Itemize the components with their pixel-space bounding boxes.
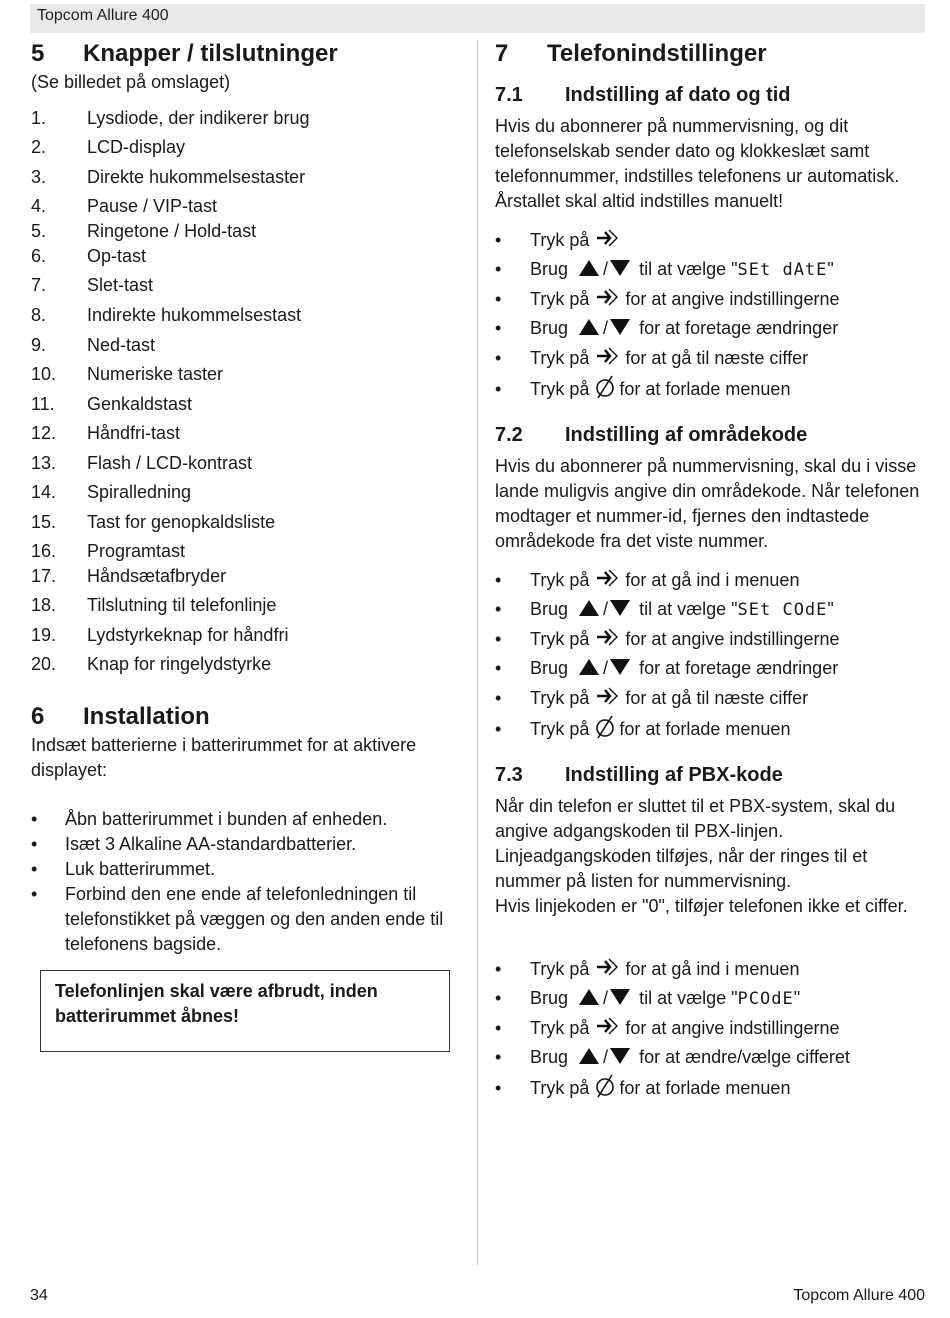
section-7-heading: 7 Telefonindstillinger: [495, 40, 767, 67]
menu-ok-icon: [595, 286, 621, 314]
menu-ok-icon: [595, 345, 621, 373]
up-arrow-icon: [579, 657, 599, 681]
list-item: • Tryk på for at angive indstillingerne: [495, 286, 839, 314]
page-header: [30, 4, 925, 33]
down-arrow-icon: [610, 598, 630, 622]
down-arrow-icon: [610, 987, 630, 1011]
list-item: • Tryk på for at gå til næste ciffer: [495, 345, 808, 373]
list-item: • Åbn batterirummet i bunden af enheden.: [31, 809, 388, 829]
list-item: • Tryk på for at gå ind i menuen: [495, 956, 799, 984]
list-item: • Luk batterirummet.: [31, 859, 216, 879]
menu-ok-icon: [595, 227, 621, 255]
list-item: 10. Numeriske taster: [31, 364, 224, 384]
list-item: 20. Knap for ringelydstyrke: [31, 654, 272, 674]
section-7-1-heading: 7.1 Indstilling af dato og tid: [495, 84, 791, 106]
section-5-heading: 5 Knapper / tilslutninger: [31, 40, 338, 67]
section-7-1-body: Hvis du abonnerer på nummervisning, og dit telefonselskab sender dato og klokkeslæt samt telefonnummer, indstilles telefonens ur automatisk. Årstallet skal altid indstilles manuelt!: [495, 116, 900, 211]
section-7-3-body-2: Hvis linjekoden er "0", tilføjer telefonen ikke et ciffer.: [495, 896, 908, 916]
list-item: 1. Lysdiode, der indikerer brug: [31, 108, 310, 128]
list-item: 12. Håndfri-tast: [31, 423, 181, 443]
list-item: • Tryk på for at angive indstillingerne: [495, 626, 839, 654]
column-divider: [477, 40, 478, 1265]
delete-exit-icon: [595, 1074, 615, 1104]
list-item: 18. Tilslutning til telefonlinje: [31, 595, 277, 615]
menu-ok-icon: [595, 567, 621, 595]
list-item: • Tryk på for at forlade menuen: [495, 375, 790, 405]
list-item: • Isæt 3 Alkaline AA-standardbatterier.: [31, 834, 357, 854]
list-item: 6. Op-tast: [31, 246, 147, 266]
list-item: • Brug / til at vælge "SEt COdE": [495, 597, 834, 622]
list-item: • Tryk på for at forlade menuen: [495, 1074, 790, 1104]
up-arrow-icon: [579, 1046, 599, 1070]
down-arrow-icon: [610, 1046, 630, 1070]
list-item: 2. LCD-display: [31, 137, 186, 157]
list-item: 15. Tast for genopkaldsliste: [31, 512, 276, 532]
section-7-2-body: Hvis du abonnerer på nummervisning, skal du i visse lande muligvis angive din områdekode. Når telefonen modtager et nummer-id, fjernes den indtastede områdekode fra det viste nummer.: [495, 456, 920, 551]
footer-title: Topcom Allure 400: [793, 1287, 925, 1304]
list-item: 11. Genkaldstast: [31, 394, 193, 414]
list-item: 7. Slet-tast: [31, 275, 154, 295]
section-7-3-body: Når din telefon er sluttet til et PBX-system, skal du angive adgangskoden til PBX-linjen. Linjeadgangskoden tilføjes, når der ringes til et nummer på listen for nummervisning.: [495, 796, 896, 891]
list-item: • Brug / til at vælge "PCOdE": [495, 986, 800, 1011]
warning-box: [40, 970, 450, 1052]
list-item: • Tryk på for at angive indstillingerne: [495, 1015, 839, 1043]
list-item: • Forbind den ene ende af telefonledningen til telefonstikket på væggen og den anden ende til telefonens bagside.: [31, 884, 444, 954]
list-item: • Tryk på for at forlade menuen: [495, 715, 790, 745]
list-item: 13. Flash / LCD-kontrast: [31, 453, 253, 473]
list-item: 16. Programtast: [31, 541, 186, 561]
header-title: Topcom Allure 400: [37, 7, 169, 24]
section-6-heading: 6 Installation: [31, 703, 210, 730]
delete-exit-icon: [595, 375, 615, 405]
down-arrow-icon: [610, 317, 630, 341]
up-arrow-icon: [579, 987, 599, 1011]
up-arrow-icon: [579, 258, 599, 282]
menu-ok-icon: [595, 685, 621, 713]
list-item: • Brug / for at ændre/vælge cifferet: [495, 1045, 850, 1070]
down-arrow-icon: [610, 657, 630, 681]
menu-ok-icon: [595, 626, 621, 654]
list-item: • Brug / til at vælge "SEt dAtE": [495, 257, 834, 282]
list-item: 5. Ringetone / Hold-tast: [31, 221, 257, 241]
list-item: 14. Spiralledning: [31, 482, 192, 502]
delete-exit-icon: [595, 715, 615, 745]
section-6-intro: Indsæt batterierne i batterirummet for at aktivere displayet:: [31, 735, 417, 780]
list-item: 8. Indirekte hukommelsestast: [31, 305, 302, 325]
list-item: • Tryk på: [495, 227, 625, 255]
list-item: • Brug / for at foretage ændringer: [495, 656, 838, 681]
up-arrow-icon: [579, 317, 599, 341]
list-item: 4. Pause / VIP-tast: [31, 196, 218, 216]
warning-text: Telefonlinjen skal være afbrudt, inden batterirummet åbnes!: [55, 981, 378, 1026]
list-item: • Brug / for at foretage ændringer: [495, 316, 838, 341]
list-item: 3. Direkte hukommelsestaster: [31, 167, 306, 187]
list-item: • Tryk på for at gå ind i menuen: [495, 567, 799, 595]
list-item: 17. Håndsætafbryder: [31, 566, 227, 586]
list-item: 19. Lydstyrkeknap for håndfri: [31, 625, 289, 645]
down-arrow-icon: [610, 258, 630, 282]
section-7-3-heading: 7.3 Indstilling af PBX-kode: [495, 764, 783, 786]
list-item: 9. Ned-tast: [31, 335, 156, 355]
list-item: • Tryk på for at gå til næste ciffer: [495, 685, 808, 713]
menu-ok-icon: [595, 1015, 621, 1043]
menu-ok-icon: [595, 956, 621, 984]
section-7-2-heading: 7.2 Indstilling af områdekode: [495, 424, 808, 446]
section-5-subtitle: (Se billedet på omslaget): [31, 72, 231, 92]
up-arrow-icon: [579, 598, 599, 622]
page-number: 34: [30, 1287, 48, 1304]
